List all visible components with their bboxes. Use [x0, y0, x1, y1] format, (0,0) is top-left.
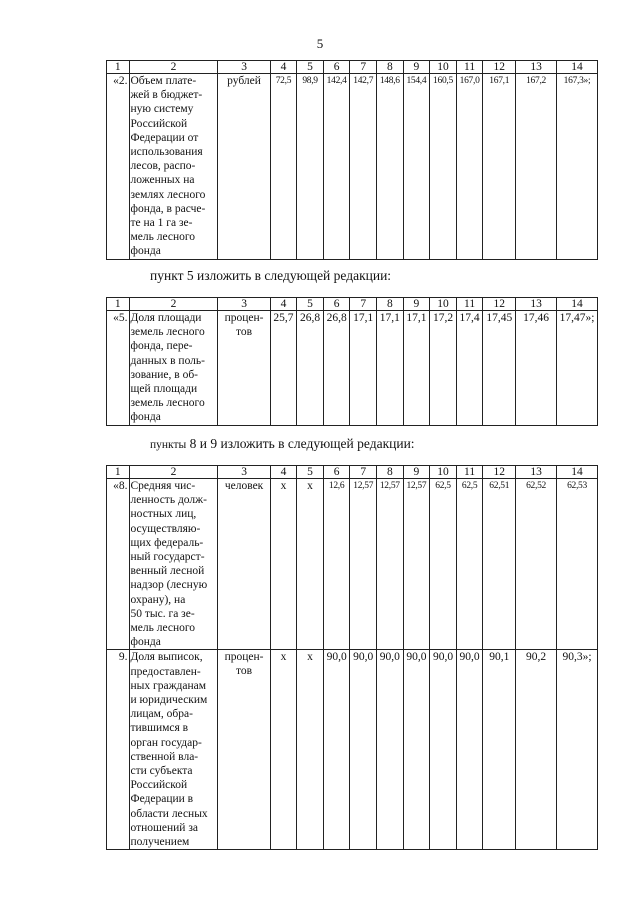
header-cell: 9 [403, 61, 430, 74]
indicator-name: Объем плате- жей в бюджет- ную систему Российской Федерации от использования лесов, распо- ложенных на землях лесного фонда, в расче- те на 1 га зе- мель лесного фонда [129, 74, 218, 260]
header-cell: 12 [483, 298, 516, 311]
value-cell: 90,1 [483, 650, 516, 850]
value-cell: 25,7 [270, 311, 297, 426]
value-cell: 98,9 [297, 74, 324, 260]
value-cell: 154,4 [403, 74, 430, 260]
value-cell: 17,1 [377, 311, 404, 426]
header-cell: 13 [516, 298, 557, 311]
header-cell: 14 [557, 298, 598, 311]
header-cell: 7 [350, 466, 377, 479]
unit-cell: рублей [218, 74, 270, 260]
value-cell: х [297, 650, 324, 850]
header-cell: 4 [270, 61, 297, 74]
value-cell: 167,0 [456, 74, 483, 260]
row-index: «5. [107, 311, 130, 426]
value-cell: 12,57 [377, 479, 404, 650]
header-cell: 9 [403, 298, 430, 311]
amendment-note-1: пункт 5 изложить в следующей редакции: [150, 268, 392, 283]
value-cell: 72,5 [270, 74, 297, 260]
header-cell: 5 [297, 466, 324, 479]
value-cell: 142,4 [323, 74, 350, 260]
note-rest: 8 и 9 изложить в следующей редакции: [186, 436, 415, 451]
value-cell: 90,0 [403, 650, 430, 850]
header-cell: 8 [377, 61, 404, 74]
row-index: «2. [107, 74, 130, 260]
value-cell: 17,46 [516, 311, 557, 426]
header-cell: 13 [516, 466, 557, 479]
header-row [107, 466, 598, 479]
header-cell: 11 [456, 466, 483, 479]
header-cell: 2 [129, 298, 218, 311]
header-cell: 8 [377, 298, 404, 311]
header-cell: 6 [323, 298, 350, 311]
indicator-name: Доля выписок, предоставлен- ных гражданам и юридическим лицам, обра- тившимся в орган государ- ственной вла- сти субъекта Российской Федерации в области лесных отношений за получением [129, 650, 218, 850]
value-cell: 167,1 [483, 74, 516, 260]
header-cell: 2 [129, 466, 218, 479]
indicator-name: Средняя чис- ленность долж- ностных лиц, осуществляю- щих федераль- ный государст- венный лесной надзор (лесную охрану), на 50 тыс. га зе- мель лесного фонда [129, 479, 218, 650]
value-cell: х [297, 479, 324, 650]
header-cell: 11 [456, 298, 483, 311]
unit-cell: процен-тов [218, 311, 270, 426]
value-cell: 90,0 [456, 650, 483, 850]
value-cell: 62,52 [516, 479, 557, 650]
value-cell: 17,47»; [557, 311, 598, 426]
header-cell: 3 [218, 466, 270, 479]
table-row [107, 479, 598, 650]
indicator-table-3 [106, 465, 598, 850]
header-cell: 14 [557, 466, 598, 479]
unit-cell: процен-тов [218, 650, 270, 850]
header-cell: 6 [323, 466, 350, 479]
value-cell: 26,8 [323, 311, 350, 426]
header-cell: 10 [430, 466, 457, 479]
value-cell: 167,2 [516, 74, 557, 260]
value-cell: 12,57 [350, 479, 377, 650]
indicator-table-2 [106, 297, 598, 426]
header-row [107, 61, 598, 74]
header-row [107, 298, 598, 311]
value-cell: 90,3»; [557, 650, 598, 850]
header-cell: 8 [377, 466, 404, 479]
value-cell: 90,0 [377, 650, 404, 850]
header-cell: 2 [129, 61, 218, 74]
value-cell: 142,7 [350, 74, 377, 260]
header-cell: 7 [350, 61, 377, 74]
row-index: «8. [107, 479, 130, 650]
value-cell: 90,0 [430, 650, 457, 850]
row-index: 9. [107, 650, 130, 850]
header-cell: 13 [516, 61, 557, 74]
table-row [107, 650, 598, 850]
value-cell: 26,8 [297, 311, 324, 426]
header-cell: 11 [456, 61, 483, 74]
amendment-note-2 [150, 436, 415, 452]
header-cell: 10 [430, 298, 457, 311]
header-cell: 4 [270, 466, 297, 479]
value-cell: 167,3»; [557, 74, 598, 260]
value-cell: 12,57 [403, 479, 430, 650]
header-cell: 6 [323, 61, 350, 74]
note-word: пункты [150, 439, 187, 451]
value-cell: 17,4 [456, 311, 483, 426]
page-number: 5 [316, 36, 324, 51]
value-cell: 62,5 [456, 479, 483, 650]
header-cell: 1 [107, 466, 130, 479]
value-cell: х [270, 650, 297, 850]
header-cell: 10 [430, 61, 457, 74]
value-cell: 12,6 [323, 479, 350, 650]
value-cell: 17,1 [403, 311, 430, 426]
indicator-table-1 [106, 60, 598, 260]
value-cell: 148,6 [377, 74, 404, 260]
header-cell: 12 [483, 466, 516, 479]
value-cell: 17,2 [430, 311, 457, 426]
value-cell: 90,0 [350, 650, 377, 850]
value-cell: 90,2 [516, 650, 557, 850]
indicator-name: Доля площади земель лесного фонда, пере- данных в поль- зование, в об- щей площади земель лесного фонда [129, 311, 218, 426]
value-cell: 90,0 [323, 650, 350, 850]
header-cell: 1 [107, 61, 130, 74]
value-cell: 62,53 [557, 479, 598, 650]
value-cell: 62,5 [430, 479, 457, 650]
value-cell: 160,5 [430, 74, 457, 260]
header-cell: 5 [297, 61, 324, 74]
header-cell: 5 [297, 298, 324, 311]
value-cell: 17,45 [483, 311, 516, 426]
unit-cell: человек [218, 479, 270, 650]
header-cell: 3 [218, 61, 270, 74]
table-row [107, 311, 598, 426]
header-cell: 3 [218, 298, 270, 311]
value-cell: х [270, 479, 297, 650]
header-cell: 1 [107, 298, 130, 311]
header-cell: 14 [557, 61, 598, 74]
header-cell: 7 [350, 298, 377, 311]
value-cell: 17,1 [350, 311, 377, 426]
header-cell: 4 [270, 298, 297, 311]
header-cell: 12 [483, 61, 516, 74]
header-cell: 9 [403, 466, 430, 479]
table-row [107, 74, 598, 260]
value-cell: 62,51 [483, 479, 516, 650]
